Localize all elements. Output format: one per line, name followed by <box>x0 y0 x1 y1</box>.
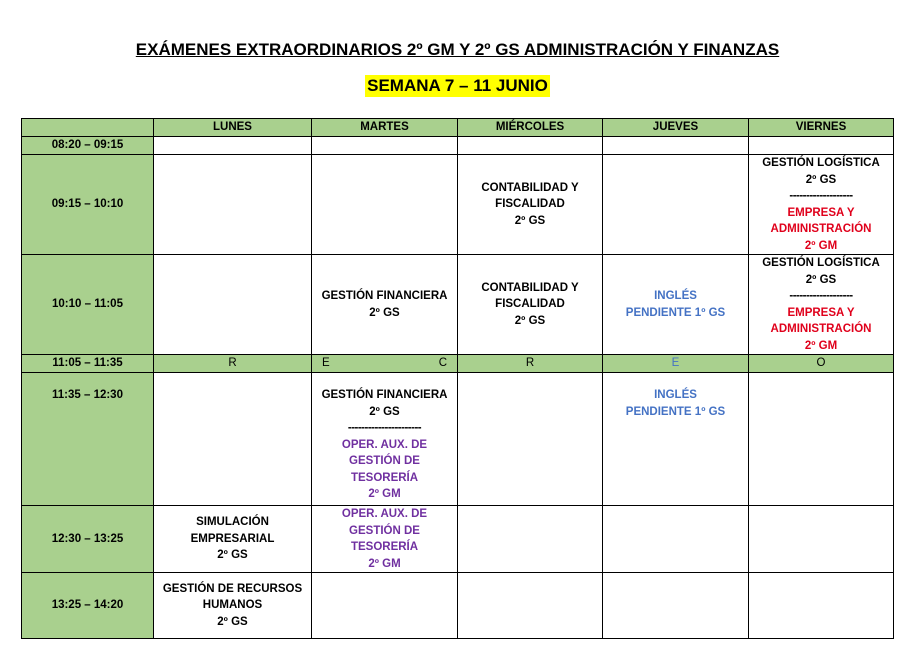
exam-line: OPER. AUX. DE <box>341 508 428 520</box>
exam-line: EMPRESA Y <box>787 306 855 319</box>
recess-letter: O <box>749 355 894 373</box>
table-row <box>22 506 894 573</box>
recess-letter-pair <box>312 355 458 373</box>
empty-cell <box>749 506 894 573</box>
day-header-fri: VIERNES <box>749 119 894 137</box>
exam-line: 2º GS <box>217 615 248 628</box>
exam-line: 2º GM <box>368 488 401 500</box>
exam-line: 2º GM <box>368 557 401 570</box>
exam-line: 2º GS <box>369 405 400 418</box>
exam-line: SIMULACIÓN <box>196 516 269 529</box>
exam-line: GESTIÓN FINANCIERA <box>321 389 448 401</box>
table-row <box>22 255 894 355</box>
exam-line: ADMINISTRACIÓN <box>770 223 872 235</box>
week-subtitle: SEMANA 7 – 11 JUNIO <box>367 76 548 95</box>
exam-line: 2º GS <box>514 314 546 327</box>
empty-cell <box>458 573 603 639</box>
empty-cell <box>749 373 894 506</box>
empty-cell <box>603 155 749 255</box>
exam-cell <box>458 255 603 355</box>
empty-cell <box>603 573 749 639</box>
exam-line: FISCALIDAD <box>495 298 565 311</box>
header-row <box>22 119 894 137</box>
exam-line: 2º GS <box>369 306 400 319</box>
recess-letter: C <box>438 357 447 370</box>
page-title: EXÁMENES EXTRAORDINARIOS 2º GM Y 2º GS ADMINISTRACIÓN Y FINANZAS <box>135 40 780 59</box>
exam-cell <box>312 506 458 573</box>
recess-letter: R <box>458 355 603 373</box>
empty-cell <box>603 506 749 573</box>
empty-cell <box>312 137 458 155</box>
exam-cell <box>154 506 312 573</box>
empty-cell <box>154 155 312 255</box>
empty-cell <box>603 137 749 155</box>
exam-line: GESTIÓN DE RECURSOS <box>162 582 303 595</box>
day-header-wed: MIÉRCOLES <box>458 119 603 137</box>
exam-line: GESTIÓN LOGÍSTICA <box>762 157 880 169</box>
empty-cell <box>458 506 603 573</box>
empty-cell <box>749 137 894 155</box>
exam-line: CONTABILIDAD Y <box>481 281 579 294</box>
divider: ------------------- <box>789 290 853 302</box>
day-header-tue: MARTES <box>312 119 458 137</box>
exam-cell <box>154 573 312 639</box>
exam-line: PENDIENTE 1º GS <box>625 405 726 418</box>
empty-cell <box>312 155 458 255</box>
slot-label: 09:15 – 10:10 <box>22 155 154 255</box>
empty-cell <box>458 373 603 506</box>
empty-cell <box>154 137 312 155</box>
table-row <box>22 573 894 639</box>
exam-line: CONTABILIDAD Y <box>481 181 579 194</box>
exam-cell <box>312 255 458 355</box>
exam-line: GESTIÓN LOGÍSTICA <box>762 257 880 269</box>
slot-label: 13:25 – 14:20 <box>22 573 154 639</box>
recess-letter: R <box>154 355 312 373</box>
exam-line: INGLÉS <box>654 389 697 401</box>
empty-cell <box>154 373 312 506</box>
exam-line: 2º GS <box>217 549 248 562</box>
exam-schedule-table <box>21 118 894 639</box>
recess-row <box>22 355 894 373</box>
exam-line: TESORERÍA <box>350 471 419 484</box>
exam-line: HUMANOS <box>202 599 263 612</box>
slot-label: 11:35 – 12:30 <box>22 373 154 506</box>
table-row <box>22 137 894 155</box>
exam-cell <box>603 373 749 506</box>
table-row <box>22 155 894 255</box>
exam-line: INGLÉS <box>654 290 697 302</box>
exam-line: 2º GS <box>805 273 837 286</box>
slot-label: 08:20 – 09:15 <box>22 137 154 155</box>
exam-line: GESTIÓN DE <box>349 524 420 537</box>
exam-line: ADMINISTRACIÓN <box>770 323 872 335</box>
corner-cell <box>22 119 154 137</box>
exam-line: GESTIÓN DE <box>349 455 420 467</box>
exam-line: GESTIÓN FINANCIERA <box>321 290 448 302</box>
exam-cell <box>749 255 894 355</box>
exam-line: 2º GS <box>805 173 837 186</box>
divider: ---------------------- <box>347 422 422 434</box>
exam-line: EMPRESA Y <box>787 206 855 219</box>
exam-line: EMPRESARIAL <box>190 532 275 545</box>
day-header-mon: LUNES <box>154 119 312 137</box>
exam-cell <box>749 155 894 255</box>
empty-cell <box>749 573 894 639</box>
exam-cell <box>603 255 749 355</box>
slot-label: 11:05 – 11:35 <box>22 355 154 373</box>
exam-line: 2º GM <box>804 339 838 352</box>
table-row <box>22 373 894 506</box>
exam-cell <box>312 373 458 506</box>
recess-letter: E <box>603 355 749 373</box>
empty-cell <box>458 137 603 155</box>
recess-letter: E <box>322 357 330 370</box>
day-header-thu: JUEVES <box>603 119 749 137</box>
exam-line: FISCALIDAD <box>495 198 565 211</box>
empty-cell <box>312 573 458 639</box>
exam-cell <box>458 155 603 255</box>
slot-label: 12:30 – 13:25 <box>22 506 154 573</box>
empty-cell <box>154 255 312 355</box>
exam-line: TESORERÍA <box>350 541 419 553</box>
divider: ------------------- <box>789 190 853 202</box>
exam-line: 2º GS <box>514 214 546 227</box>
exam-line: 2º GM <box>804 239 838 252</box>
exam-line: PENDIENTE 1º GS <box>625 306 726 319</box>
exam-line: OPER. AUX. DE <box>341 438 428 451</box>
slot-label: 10:10 – 11:05 <box>22 255 154 355</box>
